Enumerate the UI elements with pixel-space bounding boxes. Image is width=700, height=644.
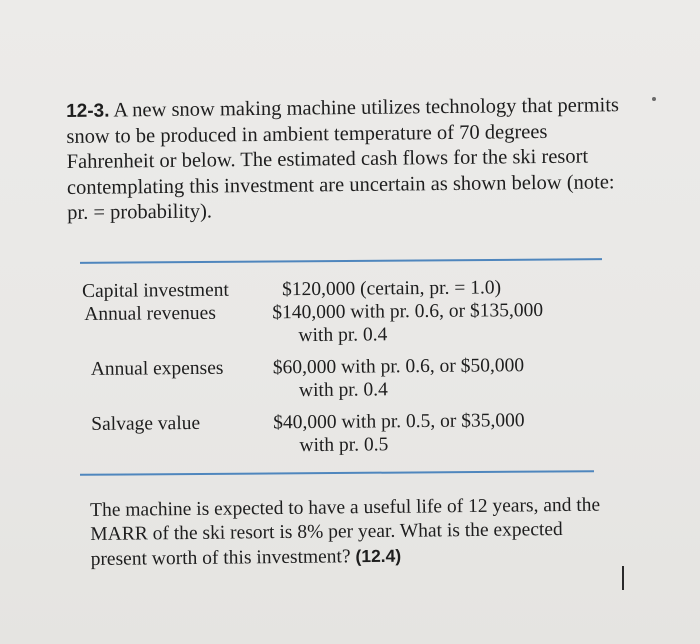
problem-text: A new snow making machine utilizes technology that permits snow to be produced in ambient temperature of 70 degrees Fahrenheit or below. The estimated cash flows for the ski resort contemplating this investment are uncertain as shown below (note: pr. = probability). — [66, 94, 620, 224]
table-row-annual-revenues — [82, 298, 622, 349]
table-bottom-rule — [80, 470, 594, 476]
problem-statement — [66, 93, 627, 226]
text-cursor — [622, 566, 624, 590]
row-value-line1: $120,000 (certain, pr. = 1.0) — [282, 277, 502, 301]
question-body: The machine is expected to have a useful life of 12 years, and the MARR of the ski resort is 8% per year. What is the expected present worth of this investment? — [90, 494, 601, 570]
row-value — [272, 298, 622, 347]
row-value-line1: $140,000 with pr. 0.6, or $135,000 — [272, 299, 544, 324]
question-text — [90, 494, 611, 572]
row-label: Capital investment — [82, 279, 229, 302]
row-value — [282, 275, 622, 301]
row-value-line2: with pr. 0.4 — [298, 379, 388, 402]
row-value-line1: $40,000 with pr. 0.5, or $35,000 — [273, 410, 525, 434]
row-value-line2: with pr. 0.5 — [299, 434, 389, 457]
row-label: Salvage value — [91, 412, 201, 435]
page-speck — [652, 97, 656, 101]
row-value — [273, 353, 623, 402]
cash-flow-table — [82, 275, 624, 459]
row-value-line2: with pr. 0.4 — [298, 324, 388, 347]
table-top-rule — [80, 258, 602, 264]
section-reference: (12.4) — [355, 545, 402, 567]
row-value — [273, 408, 623, 457]
row-label: Annual expenses — [90, 357, 224, 380]
row-value-line1: $60,000 with pr. 0.6, or $50,000 — [272, 355, 525, 379]
row-label: Annual revenues — [84, 302, 216, 325]
table-row-annual-expenses — [83, 353, 623, 404]
problem-number: 12-3. — [66, 100, 110, 122]
table-row-salvage-value — [83, 408, 623, 459]
